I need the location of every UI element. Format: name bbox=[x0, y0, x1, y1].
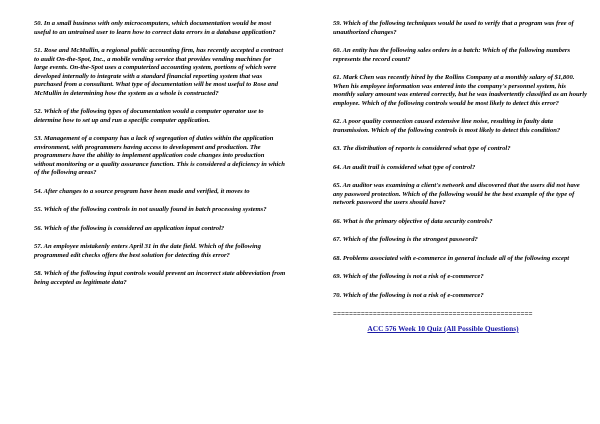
question-56: 56. Which of the following is considered an application input control? bbox=[34, 224, 225, 232]
question-54: 54. After changes to a source program have been made and verified, it moves to bbox=[34, 187, 250, 195]
quiz-link[interactable]: ACC 576 Week 10 Quiz (All Possible Questions) bbox=[367, 324, 519, 333]
left-question-column bbox=[34, 20, 286, 297]
question-60: 60. An entity has the following sales orders in a batch: Which of the following numbers represents the record count? bbox=[333, 47, 571, 63]
question-58: 58. Which of the following input controls would prevent an incorrect state abbreviation from being accepted as legitimate data? bbox=[34, 270, 286, 286]
question-59: 59. Which of the following techniques would be used to verify that a program was free of unauthorized changes? bbox=[333, 20, 574, 36]
question-69: 69. Which of the following is not a risk of e-commerce? bbox=[333, 273, 484, 280]
question-70: 70. Which of the following is not a risk of e-commerce? bbox=[333, 291, 484, 299]
question-67: 67. Which of the following is the strongest password? bbox=[333, 236, 478, 243]
question-68: 68. Problems associated with e-commerce in general include all of the following except bbox=[333, 254, 570, 262]
question-61: 61. Mark Chen was recently hired by the Rollins Company at a monthly salary of $1,800. When his employee information was entered into the company's personnel system, his monthly salary amount was entered correctly, but he was inadvertently classified as an hourly employee. Which of the following controls would be most likely to detect this error? bbox=[333, 74, 587, 107]
right-question-column bbox=[333, 20, 589, 333]
question-52: 52. Which of the following types of documentation would a computer operator use to determine how to set up and run a specific computer application. bbox=[34, 108, 264, 124]
question-62: 62. A poor quality connection caused extensive line noise, resulting in faulty data transmission. Which of the following controls is most likely to detect this condition? bbox=[333, 118, 561, 134]
question-63: 63. The distribution of reports is considered what type of control? bbox=[333, 145, 511, 152]
question-64: 64. An audit trail is considered what type of control? bbox=[333, 163, 476, 171]
question-53: 53. Management of a company has a lack of segregation of duties within the application environment, with programmers having access to development and production. The programmers have the ability to implement application code changes into production without monitoring or a quality assurance function. This is considered a deficiency in which of the following areas? bbox=[34, 135, 285, 176]
question-55: 55. Which of the following controls in not usually found in batch processing systems? bbox=[34, 206, 267, 213]
question-66: 66. What is the primary objective of data security controls? bbox=[333, 217, 493, 225]
divider-line: ================================================== bbox=[333, 310, 533, 318]
question-65: 65. An auditor was examining a client's network and discovered that the users did not have any password protection. Which of the following would be the best example of the type of network password the users should have? bbox=[333, 182, 580, 206]
question-50: 50. In a small business with only microcomputers, which documentation would be most useful to an untrained user to learn how to correct data errors in a database application? bbox=[34, 20, 276, 36]
question-57: 57. An employee mistakenly enters April 31 in the date field. Which of the following programmed edit checks offers the best solution for detecting this error? bbox=[34, 243, 261, 259]
question-51: 51. Rose and McMullin, a regional public accounting firm, has recently accepted a contract to audit On-the-Spot, Inc., a mobile vending service that provides vending machines for large events. On-the-Spot uses a computerized accounting system, portions of which were developed internally to integrate with a standard financial reporting system that was purchased from a consultant. What type of documentation will be most useful to Rose and McMullin in determining how the system as a whole is constructed? bbox=[34, 47, 284, 97]
